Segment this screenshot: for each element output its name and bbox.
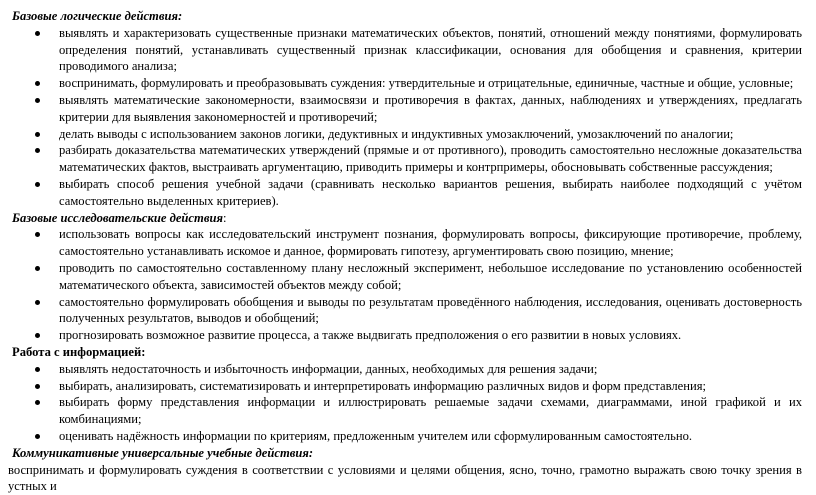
bullet-icon bbox=[35, 384, 40, 389]
bullet-icon bbox=[35, 434, 40, 439]
list-item-text: воспринимать, формулировать и преобразовывать суждения: утвердительные и отрицательные, единичные, частные и общие, условные; bbox=[59, 76, 794, 91]
list-item-text: разбирать доказательства математических утверждений (прямые и от противного), проводить самостоятельно несложные доказательства математических фактов, выстраивать аргументацию, приводить примеры и контрпримеры, обосновывать собственные рассуждения; bbox=[59, 143, 802, 175]
list-item-text: прогнозировать возможное развитие процесса, а также выдвигать предположения о его развитии в новых условиях. bbox=[59, 328, 682, 343]
list-item bbox=[8, 226, 802, 260]
list-item-text: выбирать форму представления информации и иллюстрировать решаемые задачи схемами, диаграммами, иной графикой и их комбинациями; bbox=[59, 395, 802, 427]
list-item bbox=[8, 25, 802, 75]
bullet-icon bbox=[35, 266, 40, 271]
list-item-text: выявлять недостаточность и избыточность информации, данных, необходимых для решения задачи; bbox=[59, 361, 598, 376]
bullet-icon bbox=[35, 81, 40, 86]
list-item-text: делать выводы с использованием законов логики, дедуктивных и индуктивных умозаключений, умозаключений по аналогии; bbox=[59, 126, 734, 141]
list-item bbox=[8, 361, 802, 378]
bullet-icon bbox=[35, 132, 40, 137]
section-heading bbox=[8, 445, 802, 462]
list-item bbox=[8, 294, 802, 328]
heading-text: Коммуникативные универсальные учебные действия: bbox=[12, 445, 314, 460]
bullet-icon bbox=[35, 148, 40, 153]
list-item bbox=[8, 327, 802, 344]
bullet-list bbox=[8, 25, 802, 210]
bullet-icon bbox=[35, 98, 40, 103]
list-item bbox=[8, 75, 802, 92]
list-item bbox=[8, 260, 802, 294]
list-item-text: выбирать, анализировать, систематизировать и интерпретировать информацию различных видов и форм представления; bbox=[59, 378, 707, 393]
section-information-work bbox=[8, 344, 802, 445]
section-heading bbox=[8, 210, 802, 227]
section-logical-actions bbox=[8, 8, 802, 210]
section-heading bbox=[8, 344, 802, 361]
section-communicative-actions bbox=[8, 445, 802, 495]
bullet-icon bbox=[35, 333, 40, 338]
heading-text: Базовые логические действия: bbox=[12, 9, 183, 23]
list-item bbox=[8, 126, 802, 143]
list-item bbox=[8, 142, 802, 176]
list-item-text: выявлять математические закономерности, взаимосвязи и противоречия в фактах, данных, наблюдениях и утверждениях, предлагать критерии для выявления закономерностей и противоречий; bbox=[59, 92, 802, 124]
list-item-text: выбирать способ решения учебной задачи (сравнивать несколько вариантов решения, выбирать наиболее подходящий с учётом самостоятельно выделенных критериев). bbox=[59, 176, 802, 208]
bullet-list bbox=[8, 361, 802, 445]
section-heading bbox=[8, 8, 802, 25]
list-item bbox=[8, 176, 802, 210]
list-item bbox=[8, 378, 802, 395]
heading-text: Базовые исследовательские действия bbox=[12, 210, 223, 225]
list-item bbox=[8, 428, 802, 445]
bullet-list bbox=[8, 226, 802, 344]
bullet-icon bbox=[35, 232, 40, 237]
list-item bbox=[8, 394, 802, 428]
list-item bbox=[8, 92, 802, 126]
list-item-text: самостоятельно формулировать обобщения и выводы по результатам проведённого наблюдения, исследования, оценивать достоверность полученных результатов, выводов и обобщений; bbox=[59, 294, 802, 326]
bullet-icon bbox=[35, 300, 40, 305]
section-research-actions bbox=[8, 210, 802, 344]
bullet-icon bbox=[35, 182, 40, 187]
heading-text: Работа с информацией: bbox=[12, 344, 146, 359]
heading-suffix: : bbox=[222, 210, 227, 225]
bullet-icon bbox=[35, 400, 40, 405]
list-item-text: проводить по самостоятельно составленному плану несложный эксперимент, небольшое исследование по установлению особенностей математического объекта, зависимостей объектов между собой; bbox=[59, 260, 802, 292]
bullet-icon bbox=[35, 367, 40, 372]
bullet-icon bbox=[35, 31, 40, 36]
list-item-text: выявлять и характеризовать существенные признаки математических объектов, понятий, отношений между понятиями, формулировать определения понятий, устанавливать существенный признак классификации, основания для обобщения и сравнения, критерии проводимого анализа; bbox=[59, 25, 802, 74]
paragraph-text: воспринимать и формулировать суждения в соответствии с условиями и целями общения, ясно, точно, грамотно выражать свою точку зрения в устных и bbox=[8, 462, 802, 494]
list-item-text: оценивать надёжность информации по критериям, предложенным учителем или сформулированным самостоятельно. bbox=[59, 428, 693, 443]
list-item-text: использовать вопросы как исследовательский инструмент познания, формулировать вопросы, фиксирующие противоречие, проблему, самостоятельно устанавливать искомое и данное, формировать гипотезу, аргументировать свою позицию, мнение; bbox=[59, 227, 802, 259]
